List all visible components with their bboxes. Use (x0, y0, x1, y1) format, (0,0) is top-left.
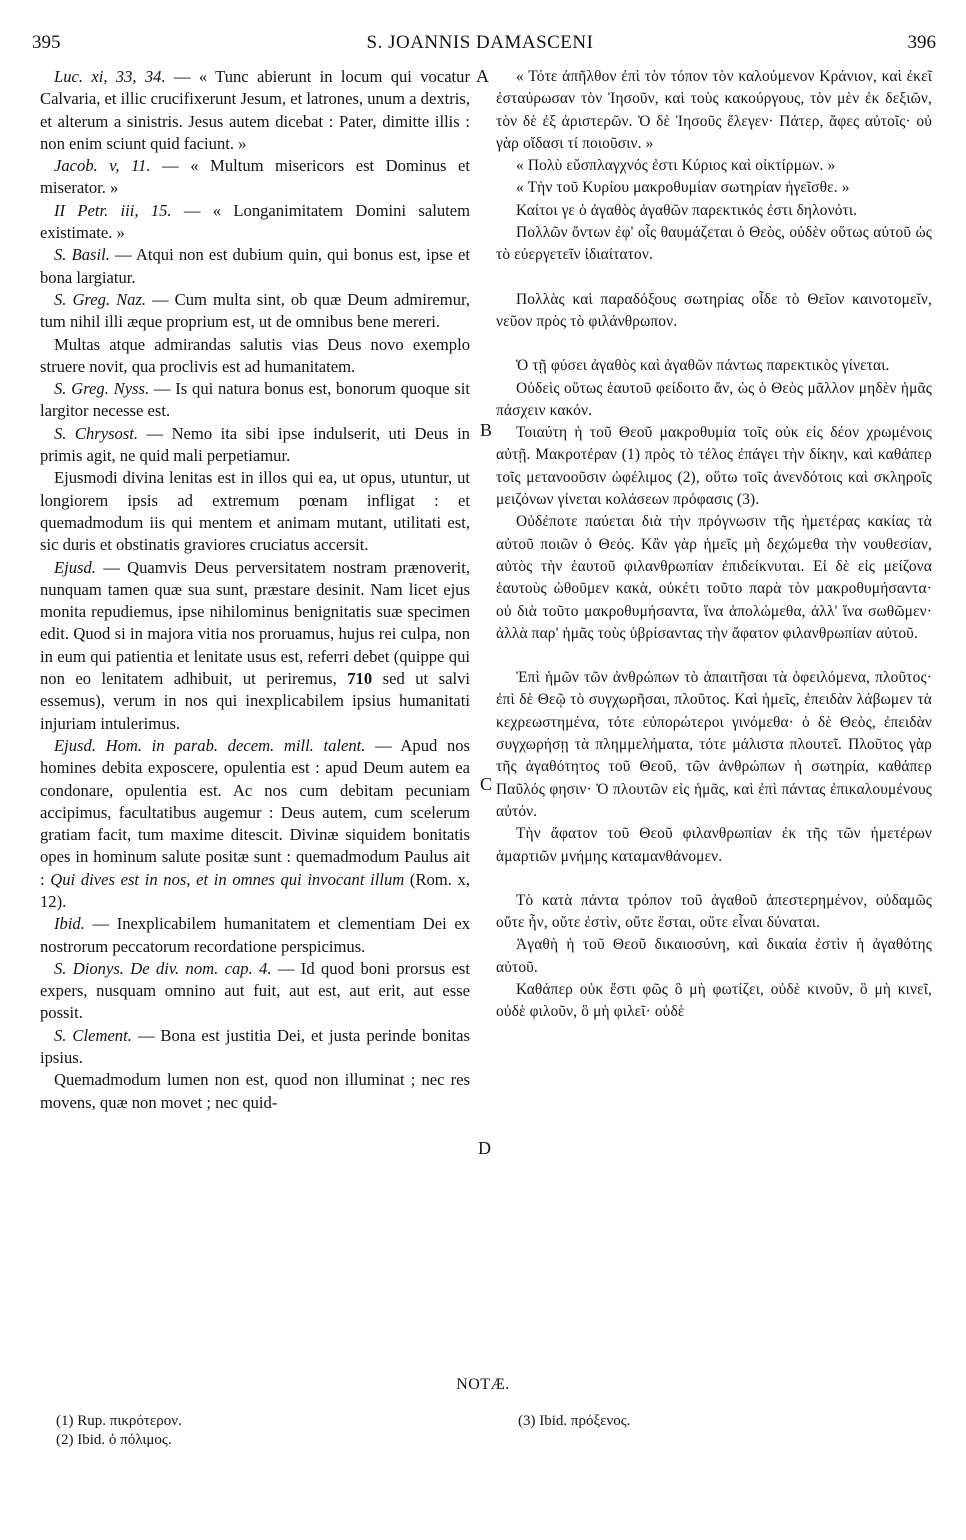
running-title: S. JOANNIS DAMASCENI (366, 32, 594, 53)
latin-paragraph: Quemadmodum lumen non est, quod non illuminat ; nec res movens, quæ non movet ; nec quid- (40, 1070, 470, 1112)
latin-paragraph: S. Greg. Naz. — Cum multa sint, ob quæ Deum admiremur, tum nihil illi æque proprium est, ut de omnibus bene mereri. (40, 289, 470, 332)
latin-paragraph: Ejusmodi divina lenitas est in illos qui ea, ut opus, utuntur, ut longiorem ipsis ad extremum pœnam infligat : et quemadmodum iis qui mentem et animam mutant, utilitati est, sic duris et obstinatis graviores cruciatus accersit. (40, 468, 470, 555)
latin-paragraph: S. Dionys. De div. nom. cap. 4. — Id quod boni prorsus est expers, nusquam omnino aut fuit, aut est, aut erit, aut esse possit. (40, 958, 470, 1023)
latin-paragraph: Ejusd. Hom. in parab. decem. mill. talent. — Apud nos homines debita exposcere, opulentia est : apud Deum autem ea condonare, opulentia est. Ac nos cum debitam pecuniam accipimus, facultatibus augemur : Deus autem, cum scelerum gratiam facit, tum maxime ditescit. Divinæ siquidem bonitatis opes in hominum salute positæ sunt : quemadmodum Paulus ait : Qui dives est in nos, et in omnes qui invocant illum (Rom. x, 12). (40, 735, 470, 911)
greek-column (496, 66, 932, 1024)
latin-paragraph: S. Greg. Nyss. — Is qui natura bonus est, bonorum quoque sit largitor necesse est. (40, 379, 470, 421)
footnotes-right (518, 1412, 630, 1431)
greek-paragraph: Πολλῶν ὄντων ἐφ' οἷς θαυμάζεται ὁ Θεὸς, οὐδὲν οὕτως αὐτοῦ ὡς τὸ εὐεργετεῖν ἰδιαίτατον. (496, 224, 932, 264)
greek-paragraph: « Πολὺ εὔσπλαγχνός ἐστι Κύριος καὶ οἰκτίρμων. » (516, 157, 836, 175)
footnote: (1) Rup. πικρότερον. (56, 1413, 182, 1429)
greek-paragraph: Οὐδεὶς οὕτως ἑαυτοῦ φείδοιτο ἄν, ὡς ὁ Θεὸς μᾶλλον μηδὲν ἡμᾶς πάσχειν κακόν. (496, 379, 932, 419)
latin-paragraph: S. Clement. — Bona est justitia Dei, et justa perinde bonitas ipsius. (40, 1025, 470, 1068)
latin-paragraph: Multas atque admirandas salutis vias Deus novo exemplo struere novit, qua proclivis est ad humanitatem. (40, 334, 470, 376)
latin-paragraph: S. Chrysost. — Nemo ita sibi ipse indulserit, uti Deus in primis agit, ne quid mali perpetiamur. (40, 423, 470, 466)
latin-paragraph: Ibid. — Inexplicabilem humanitatem et clementiam Dei ex nostrorum peccatorum recordatione perspicimus. (40, 914, 470, 956)
page-number-right: 396 (907, 32, 936, 53)
latin-paragraph: S. Basil. — Atqui non est dubium quin, qui bonus est, ipse et bona largiatur. (40, 245, 470, 287)
greek-paragraph: Καθάπερ οὐκ ἔστι φῶς ὃ μὴ φωτίζει, οὐδὲ κινοῦν, ὃ μὴ κινεῖ, οὐδὲ φιλοῦν, ὃ μὴ φιλεῖ· οὐδὲ (496, 980, 932, 1021)
greek-paragraph: Τὴν ἄφατον τοῦ Θεοῦ φιλανθρωπίαν ἐκ τῆς τῶν ἡμετέρων ἁμαρτιῶν μνήμης καταμανθάνομεν. (496, 825, 932, 865)
page-header (24, 32, 936, 56)
latin-paragraph: II Petr. iii, 15. — « Longanimitatem Domini salutem existimate. » (40, 200, 470, 243)
latin-paragraph: Luc. xi, 33, 34. — « Tunc abierunt in locum qui vocatur Calvaria, et illic crucifixerunt Jesum, et latrones, unum a dextris, et alterum a sinistris. Jesus autem dicebat : Pater, dimitte illis : non enim sciunt quid faciunt. » (40, 67, 470, 153)
greek-paragraph: « Τὴν τοῦ Κυρίου μακροθυμίαν σωτηρίαν ἡγεῖσθε. » (516, 179, 850, 197)
latin-paragraph: Ejusd. — Quamvis Deus perversitatem nostram prænoverit, nunquam tamen quæ sua sunt, præstare desinit. Nam licet ejus monita repudiemus, ipse nihilominus benignitatis suæ specimen edit. Quod si in majora vitia nos proruamus, hujus rei culpa, non in eum qui patientia et lenitate usus est, referri debet (quippe qui non eo lenitatem adhibuit, ut periremus, 710 sed ut salvi essemus), verum in nos qui inexplicabilem ipsius humanitati injuriam intulerimus. (40, 557, 471, 733)
section-marker-b: B (480, 420, 493, 440)
greek-paragraph: Ὁ τῇ φύσει ἀγαθὸς καὶ ἀγαθῶν πάντως παρεκτικὸς γίνεται. (516, 357, 890, 375)
greek-paragraph: Οὐδέποτε παύεται διὰ τὴν πρόγνωσιν τῆς ἡμετέρας κακίας τὰ αὐτοῦ ποιῶν ὁ Θεός. Κἂν γὰρ ἡμεῖς μὴ δεχώμεθα τὴν νουθεσίαν, αὐτὸς τὴν ἑαυτοῦ φιλανθρωπίαν ἐπιδείκνυται. Εἰ δὲ εἰς μείζονα ἑαυτοὺς ὠθοῦμεν κακὰ, οὐκέτι τοῦτο παρὰ τὸν μακροθυμήσαντα· οὐ διὰ τοῦτο μακροθυμήσαντα, ἵνα ἀπολώμεθα, ἀλλ' ἵνα σωθῶμεν· ἀλλὰ παρ' ἡμᾶς τοὺς ὑβρίσαντας τὴν ἄφατον φιλανθρωπίαν αὐτοῦ. (496, 513, 932, 642)
greek-paragraph: Καίτοι γε ὁ ἀγαθὸς ἀγαθῶν παρεκτικός ἐστι δηλονότι. (516, 201, 858, 219)
greek-paragraph: Ἐπὶ ἡμῶν τῶν ἀνθρώπων τὸ ἀπαιτῆσαι τὰ ὀφειλόμενα, πλοῦτος· ἐπὶ δὲ Θεῷ τὸ συγχωρῆσαι, πλοῦτος. Καὶ ἡμεῖς, ἐπειδὰν λάβωμεν τὰ κεχρεωστημένα, τότε εὐπορώτεροι γινόμεθα· ὁ δὲ Θεὸς, ἐπειδὰν συγχωρήσῃ τὰ πλημμελήματα, τότε μάλιστα πλουτεῖ. Πλοῦτος γὰρ τῆς ἀγαθότητος τοῦ Θεοῦ, τῶν ἀνθρώπων ἡ σωτηρία, καθάπερ Παῦλός φησιν· Ὁ πλουτῶν εἰς ἡμᾶς, καὶ ἐπὶ πάντας ἐπικαλουμένους αὐτόν. (496, 669, 932, 820)
section-marker-c: C (480, 774, 493, 794)
latin-paragraph: Jacob. v, 11. — « Multum misericors est Dominus et miserator. » (40, 156, 470, 198)
greek-paragraph: Τὸ κατὰ πάντα τρόπον τοῦ ἀγαθοῦ ἀπεστερημένον, οὐδαμῶς οὔτε ἦν, οὔτε ἐστὶν, οὔτε ἔσται, οὔτε εἶναι δύναται. (496, 891, 932, 932)
footnote: (3) Ibid. πρόξενος. (518, 1413, 631, 1429)
section-marker-d: D (478, 1138, 491, 1158)
page-number-left: 395 (32, 32, 61, 53)
greek-paragraph: « Τότε ἀπῆλθον ἐπὶ τὸν τόπον τὸν καλούμενον Κράνιον, καὶ ἐκεῖ ἐσταύρωσαν τὸν Ἰησοῦν, καὶ τοὺς κακούργους, τὸν μὲν ἐκ δεξιῶν, τὸν δὲ ἐξ ἀριστερῶν. Ὁ δὲ Ἰησοῦς ἔλεγεν· Πάτερ, ἄφες αὐτοῖς· οὐ γὰρ οἴδασι τί ποιοῦσιν. » (496, 68, 932, 152)
greek-paragraph: Τοιαύτη ἡ τοῦ Θεοῦ μακροθυμία τοῖς οὐκ εἰς δέον χρωμένοις αὐτῇ. Μακροτέραν (1) πρὸς τὸ τέλος ἐπάγει τὴν δίκην, καὶ καθάπερ τοῖς μετανοοῦσιν ὠφέλιμος (2), οὕτω τοῖς ἀνενδότοις καὶ σκληροῖς μειζόνων γίνεται κολάσεων πρόφασις (3). (496, 424, 932, 509)
section-marker-a: A (476, 66, 489, 86)
column-number: 710 (347, 669, 373, 689)
notes-heading: NOTÆ. (456, 1376, 510, 1393)
footnote: (2) Ibid. ὁ πόλιμος. (56, 1432, 172, 1448)
greek-paragraph: Ἀγαθὴ ἡ τοῦ Θεοῦ δικαιοσύνη, καὶ δικαία ἐστὶν ἡ ἀγαθότης αὐτοῦ. (496, 936, 932, 976)
footnotes-left (56, 1412, 182, 1450)
greek-paragraph: Πολλὰς καὶ παραδόξους σωτηρίας οἶδε τὸ Θεῖον καινοτομεῖν, νεῦον πρὸς τὸ φιλάνθρωπον. (496, 290, 932, 330)
latin-column (40, 66, 470, 1114)
